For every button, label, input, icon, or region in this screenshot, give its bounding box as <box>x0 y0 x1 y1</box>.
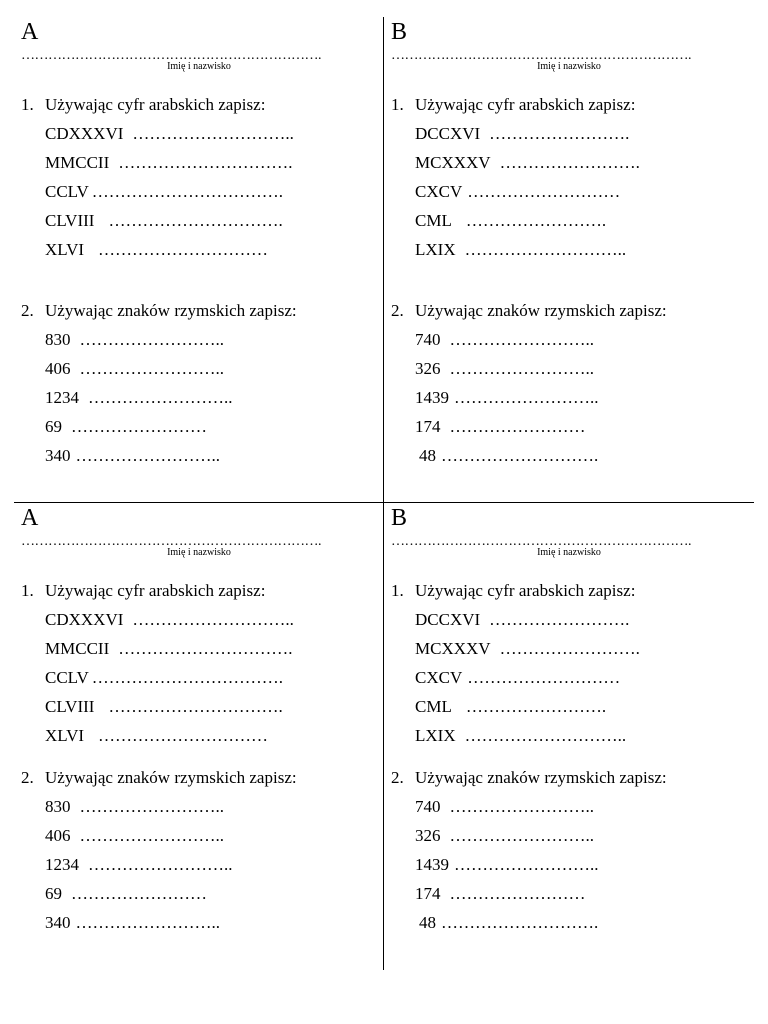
answer-dotted-line[interactable]: ……………………….. <box>132 124 294 143</box>
exercise-row <box>415 884 586 904</box>
exercise-label: 1234 <box>45 388 79 407</box>
answer-dotted-line[interactable]: …………………….. <box>449 826 594 845</box>
exercise-label: MMCCII <box>45 639 110 658</box>
task2-number: 2. <box>21 768 34 787</box>
answer-dotted-line[interactable]: ……………………. <box>465 697 607 716</box>
exercise-label: MMCCII <box>45 153 110 172</box>
exercise-row <box>415 124 629 144</box>
exercise-row <box>415 726 626 746</box>
exercise-label: 1439 <box>415 388 449 407</box>
answer-dotted-line[interactable]: ……………………. <box>489 124 630 143</box>
answer-dotted-line[interactable]: …………………….. <box>454 855 599 874</box>
answer-dotted-line[interactable]: …………………… <box>449 417 586 436</box>
exercise-label: 326 <box>415 359 441 378</box>
exercise-label: 48 <box>419 913 436 932</box>
exercise-row <box>45 182 283 202</box>
exercise-label: 406 <box>45 826 71 845</box>
exercise-label: DCCXVI <box>415 610 481 629</box>
variant-letter: B <box>391 505 408 531</box>
exercise-row <box>45 826 224 846</box>
exercise-label: CXCV <box>415 182 463 201</box>
exercise-label: 830 <box>45 330 71 349</box>
answer-dotted-line[interactable]: …………………….. <box>88 855 233 874</box>
answer-dotted-line[interactable]: …………………… <box>71 417 207 436</box>
task1-number: 1. <box>21 95 34 114</box>
answer-dotted-line[interactable]: ……………………… <box>467 668 621 687</box>
answer-dotted-line[interactable]: ……………………….. <box>464 726 627 745</box>
vertical-divider <box>383 17 384 970</box>
exercise-label: XLVI <box>45 240 85 259</box>
answer-dotted-line[interactable]: ……………………….. <box>464 240 627 259</box>
task1-number: 1. <box>391 581 404 600</box>
exercise-row <box>419 913 598 933</box>
exercise-row <box>45 855 233 875</box>
exercise-row <box>415 668 620 688</box>
task1-title: Używając cyfr arabskich zapisz: <box>45 95 266 114</box>
exercise-label: 69 <box>45 884 62 903</box>
name-dotted-line[interactable]: …………………………………………………………. <box>391 48 691 63</box>
exercise-row <box>415 182 620 202</box>
answer-dotted-line[interactable]: …………………………. <box>118 639 293 658</box>
exercise-row <box>45 610 294 630</box>
exercise-label: 1234 <box>45 855 79 874</box>
exercise-label: 174 <box>415 417 441 436</box>
name-dotted-line[interactable]: …………………………………………………………. <box>21 534 321 549</box>
name-label: Imię i nazwisko <box>167 61 231 72</box>
exercise-row <box>415 359 594 379</box>
exercise-row <box>45 330 224 350</box>
exercise-label: 740 <box>415 330 441 349</box>
exercise-row <box>415 240 626 260</box>
exercise-row <box>45 359 224 379</box>
answer-dotted-line[interactable]: ………………………. <box>441 913 599 932</box>
answer-dotted-line[interactable]: …………………….. <box>449 359 594 378</box>
exercise-row <box>419 446 598 466</box>
task2-title: Używając znaków rzymskich zapisz: <box>415 768 667 787</box>
exercise-row <box>415 610 629 630</box>
exercise-label: 830 <box>45 797 71 816</box>
exercise-row <box>45 668 283 688</box>
task1-title: Używając cyfr arabskich zapisz: <box>415 581 636 600</box>
exercise-label: CCLV <box>45 668 89 687</box>
exercise-label: CML <box>415 697 452 716</box>
exercise-row <box>415 855 599 875</box>
exercise-row <box>45 797 224 817</box>
name-dotted-line[interactable]: …………………………………………………………. <box>21 48 321 63</box>
answer-dotted-line[interactable]: …………………….. <box>449 330 594 349</box>
exercise-row <box>415 417 586 437</box>
answer-dotted-line[interactable]: …………………………. <box>118 153 293 172</box>
exercise-label: MCXXXV <box>415 153 491 172</box>
exercise-label: 69 <box>45 417 62 436</box>
task2-number: 2. <box>391 768 404 787</box>
answer-dotted-line[interactable]: …………………………. <box>108 211 283 230</box>
exercise-row <box>45 639 292 659</box>
horizontal-divider <box>14 502 754 503</box>
answer-dotted-line[interactable]: …………………… <box>449 884 586 903</box>
exercise-label: 1439 <box>415 855 449 874</box>
answer-dotted-line[interactable]: …………………….. <box>75 913 220 932</box>
answer-dotted-line[interactable]: …………………….. <box>449 797 594 816</box>
task2-number: 2. <box>391 301 404 320</box>
exercise-row <box>415 697 606 717</box>
answer-dotted-line[interactable]: …………………….. <box>88 388 233 407</box>
answer-dotted-line[interactable]: ………………………. <box>441 446 599 465</box>
name-label: Imię i nazwisko <box>537 547 601 558</box>
answer-dotted-line[interactable]: …………………………. <box>108 697 283 716</box>
name-dotted-line[interactable]: …………………………………………………………. <box>391 534 691 549</box>
exercise-row <box>45 726 268 746</box>
task1-title: Używając cyfr arabskich zapisz: <box>45 581 266 600</box>
worksheet-quadrant-4 <box>391 504 741 974</box>
exercise-row <box>415 388 599 408</box>
exercise-label: CML <box>415 211 452 230</box>
answer-dotted-line[interactable]: …………………….. <box>79 330 224 349</box>
task1-title: Używając cyfr arabskich zapisz: <box>415 95 636 114</box>
task2-title: Używając znaków rzymskich zapisz: <box>415 301 667 320</box>
exercise-label: 740 <box>415 797 441 816</box>
exercise-label: 340 <box>45 913 71 932</box>
exercise-row <box>45 124 294 144</box>
exercise-row <box>45 240 268 260</box>
name-label: Imię i nazwisko <box>537 61 601 72</box>
worksheet-quadrant-3 <box>21 504 371 974</box>
answer-dotted-line[interactable]: …………………….. <box>75 446 220 465</box>
exercise-row <box>45 417 207 437</box>
task2-title: Używając znaków rzymskich zapisz: <box>45 301 297 320</box>
answer-dotted-line[interactable]: ……………………. <box>499 639 640 658</box>
exercise-label: MCXXXV <box>415 639 491 658</box>
exercise-row <box>45 446 220 466</box>
exercise-row <box>415 826 594 846</box>
answer-dotted-line[interactable]: ……………………. <box>465 211 607 230</box>
exercise-row <box>415 153 640 173</box>
exercise-row <box>415 797 594 817</box>
variant-letter: A <box>21 19 39 45</box>
exercise-label: 326 <box>415 826 441 845</box>
exercise-label: DCCXVI <box>415 124 481 143</box>
exercise-label: CCLV <box>45 182 89 201</box>
exercise-row <box>415 211 606 231</box>
answer-dotted-line[interactable]: ……………………………. <box>91 182 284 201</box>
task2-title: Używając znaków rzymskich zapisz: <box>45 768 297 787</box>
answer-dotted-line[interactable]: ……………………. <box>489 610 630 629</box>
answer-dotted-line[interactable]: …………………….. <box>79 359 224 378</box>
answer-dotted-line[interactable]: ……………………… <box>467 182 621 201</box>
exercise-label: XLVI <box>45 726 85 745</box>
name-label: Imię i nazwisko <box>167 547 231 558</box>
exercise-label: LXIX <box>415 726 456 745</box>
answer-dotted-line[interactable]: …………………….. <box>454 388 599 407</box>
answer-dotted-line[interactable]: …………………….. <box>79 797 224 816</box>
exercise-label: CXCV <box>415 668 463 687</box>
exercise-label: CLVIII <box>45 697 95 716</box>
variant-letter: B <box>391 19 408 45</box>
exercise-label: CDXXXVI <box>45 610 124 629</box>
exercise-row <box>45 153 292 173</box>
exercise-row <box>45 388 233 408</box>
exercise-label: CLVIII <box>45 211 95 230</box>
exercise-row <box>45 697 283 717</box>
exercise-label: 174 <box>415 884 441 903</box>
answer-dotted-line[interactable]: ……………………….. <box>132 610 294 629</box>
exercise-label: 406 <box>45 359 71 378</box>
exercise-label: CDXXXVI <box>45 124 124 143</box>
exercise-label: LXIX <box>415 240 456 259</box>
variant-letter: A <box>21 505 39 531</box>
exercise-row <box>415 639 640 659</box>
worksheet-quadrant-2 <box>391 18 741 488</box>
exercise-label: 340 <box>45 446 71 465</box>
answer-dotted-line[interactable]: ……………………………. <box>91 668 284 687</box>
task1-number: 1. <box>391 95 404 114</box>
exercise-label: 48 <box>419 446 436 465</box>
answer-dotted-line[interactable]: …………………….. <box>79 826 224 845</box>
exercise-row <box>415 330 594 350</box>
answer-dotted-line[interactable]: ……………………. <box>499 153 640 172</box>
worksheet-quadrant-1 <box>21 18 371 488</box>
exercise-row <box>45 211 283 231</box>
task1-number: 1. <box>21 581 34 600</box>
exercise-row <box>45 913 220 933</box>
task2-number: 2. <box>21 301 34 320</box>
answer-dotted-line[interactable]: ………………………… <box>98 726 269 745</box>
exercise-row <box>45 884 207 904</box>
answer-dotted-line[interactable]: …………………… <box>71 884 207 903</box>
answer-dotted-line[interactable]: ………………………… <box>98 240 269 259</box>
